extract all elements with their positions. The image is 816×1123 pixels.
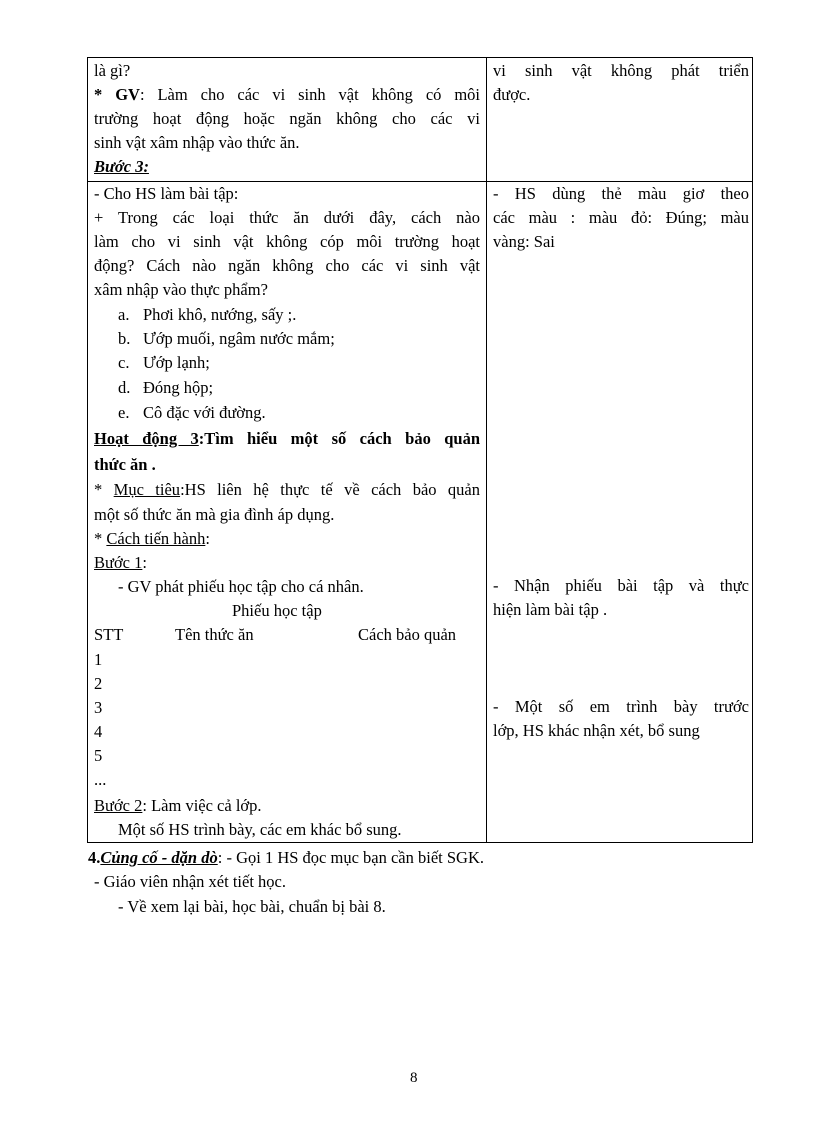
- procedure-heading: * Cách tiến hành:: [94, 529, 210, 548]
- option-letter: b.: [118, 329, 131, 348]
- text-line: sinh vật xâm nhập vào thức ăn.: [94, 133, 300, 152]
- text-line: lớp, HS khác nhận xét, bổ sung: [493, 721, 700, 740]
- text-line: vi sinh vật không phát triển: [493, 61, 749, 80]
- option-letter: c.: [118, 353, 130, 372]
- option-letter: d.: [118, 378, 131, 397]
- text-line: - Một số em trình bày trước: [493, 697, 749, 716]
- table-row: 2: [94, 674, 103, 693]
- column-header-stt: STT: [94, 625, 124, 644]
- option-text: Đóng hộp;: [143, 378, 214, 397]
- page-number: 8: [410, 1070, 418, 1086]
- table-row: 4: [94, 722, 103, 741]
- text-line: là gì?: [94, 61, 131, 80]
- column-header-method: Cách bảo quản: [358, 625, 457, 644]
- step-3-heading: Bước 3:: [94, 157, 149, 176]
- text-line: * GV: Làm cho các vi sinh vật không có môi: [94, 85, 481, 104]
- text-line: Một số HS trình bày, các em khác bổ sung.: [118, 820, 402, 839]
- option-text: Ướp lạnh;: [143, 353, 210, 372]
- table-row: ...: [94, 770, 107, 789]
- text-line: - GV phát phiếu học tập cho cá nhân.: [118, 577, 364, 596]
- step-1-heading: Bước 1:: [94, 553, 147, 572]
- table-row: 5: [94, 746, 103, 765]
- consolidation-line: 4.Củng cố - dặn dò: - Gọi 1 HS đọc mục bạn cần biết SGK.: [88, 848, 484, 867]
- text-line: trường hoạt động hoặc ngăn không cho các vi: [94, 109, 480, 128]
- activity-3-heading: Hoạt động 3:Tìm hiểu một số cách bảo quản: [94, 429, 481, 448]
- step-2-heading: Bước 2: Làm việc cả lớp.: [94, 796, 262, 815]
- text-line: một số thức ăn mà gia đình áp dụng.: [94, 505, 335, 524]
- option-letter: e.: [118, 403, 130, 422]
- text-line: - Nhận phiếu bài tập và thực: [493, 576, 749, 595]
- text-line: thức ăn .: [94, 455, 156, 474]
- option-text: Ướp muối, ngâm nước mắm;: [143, 329, 335, 348]
- option-text: Cô đặc với đường.: [143, 403, 266, 422]
- text-line: động? Cách nào ngăn không cho các vi sinh vật: [94, 256, 480, 275]
- text-line: - HS dùng thẻ màu giơ theo: [493, 184, 749, 203]
- lesson-table: [87, 57, 753, 843]
- text-line: + Trong các loại thức ăn dưới đây, cách nào: [94, 208, 480, 227]
- text-line: được.: [493, 85, 531, 104]
- text-line: - Về xem lại bài, học bài, chuẩn bị bài 8.: [118, 897, 386, 916]
- objective-line: * Mục tiêu:HS liên hệ thực tế về cách bảo quản: [94, 480, 480, 499]
- table-row: 3: [94, 698, 103, 717]
- column-divider: [486, 58, 487, 842]
- text-line: xâm nhập vào thực phẩm?: [94, 280, 268, 299]
- option-text: Phơi khô, nướng, sấy ;.: [143, 305, 297, 324]
- table-row: 1: [94, 650, 103, 669]
- text-line: - Cho HS làm bài tập:: [94, 184, 239, 203]
- text-line: vàng: Sai: [493, 232, 555, 251]
- column-header-food: Tên thức ăn: [175, 625, 254, 644]
- text-line: hiện làm bài tập .: [493, 600, 608, 619]
- worksheet-title: Phiếu học tập: [232, 601, 322, 620]
- option-letter: a.: [118, 305, 130, 324]
- text-line: làm cho vi sinh vật không cóp môi trường hoạt: [94, 232, 480, 251]
- text-line: - Giáo viên nhận xét tiết học.: [94, 872, 286, 891]
- text-line: các màu : màu đỏ: Đúng; màu: [493, 208, 749, 227]
